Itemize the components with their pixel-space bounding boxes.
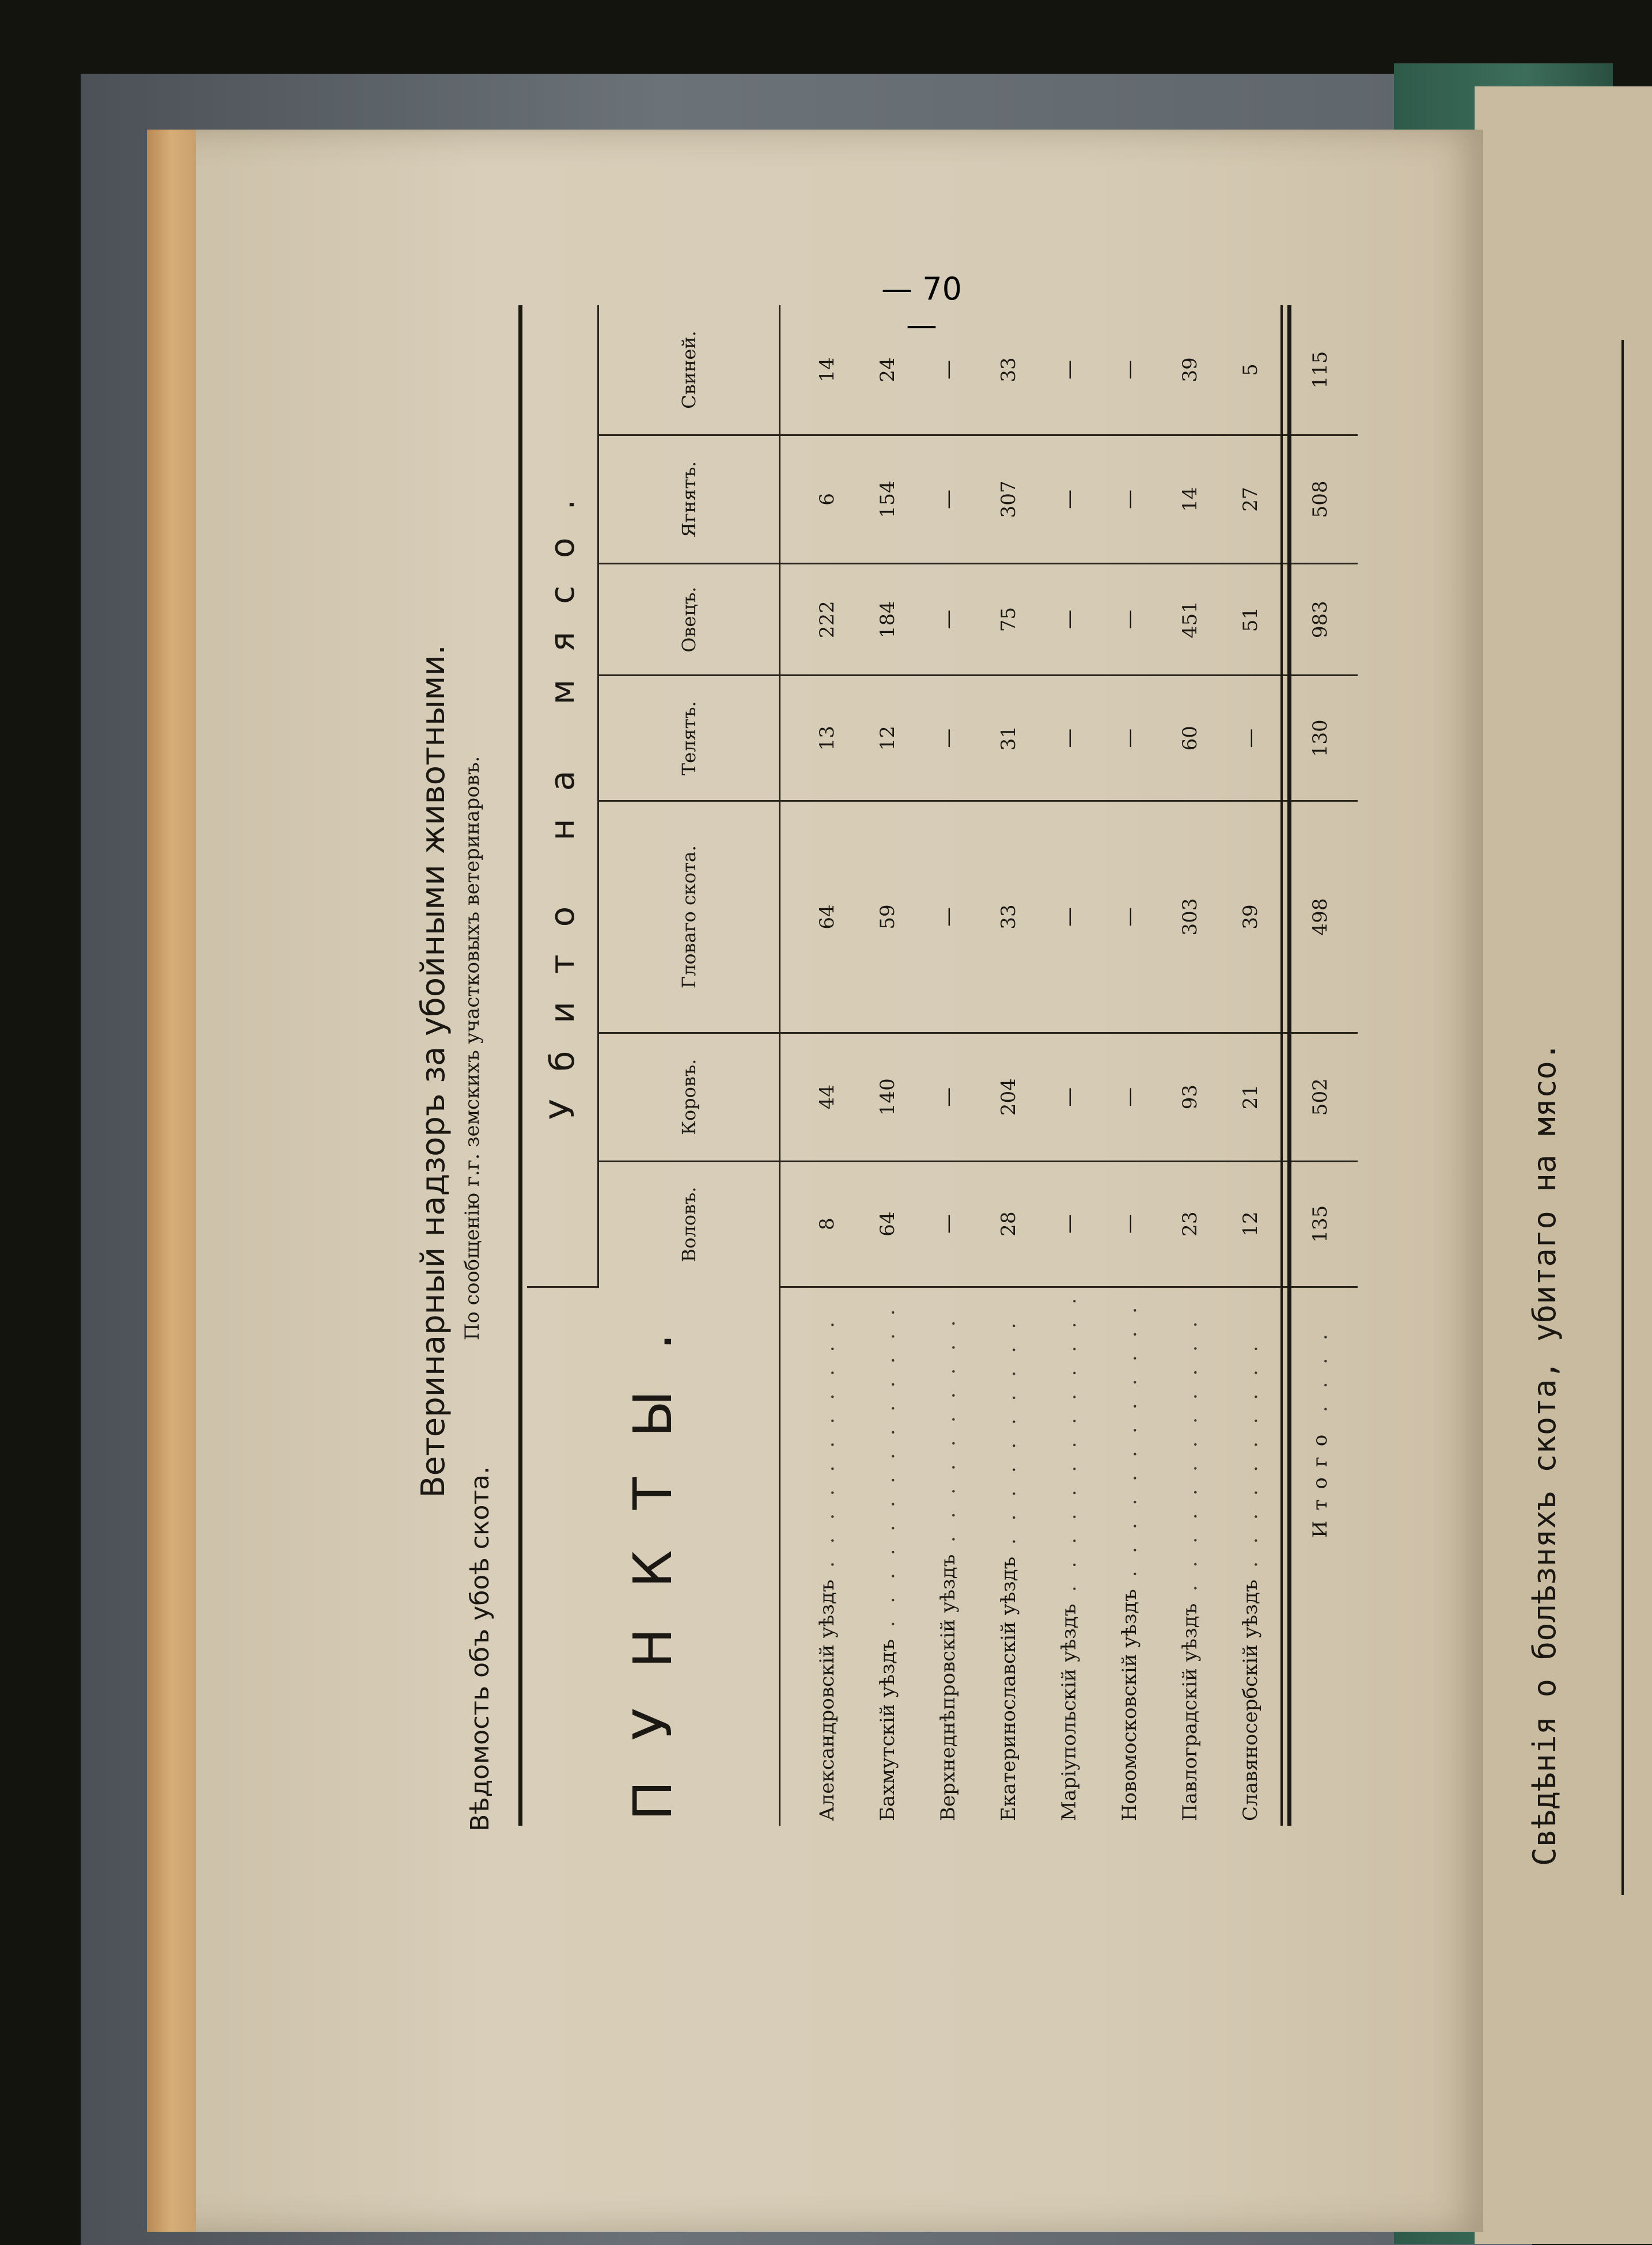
page-subtitle: По сообщенію г.г. земскихъ участковыхъ ветеринаровъ. [461,756,484,1341]
row-label: Екатеринославскій уѣздъ [996,1556,1020,1821]
table-cell: — [918,435,978,564]
table-cell: 8 [780,1161,858,1287]
table-cell: 27 [1220,435,1282,564]
table-cell: 51 [1220,563,1282,676]
table-cell: 33 [978,305,1039,435]
table-cell: 28 [978,1161,1039,1287]
table-row [978,305,1039,1826]
table-cell: 59 [857,801,918,1033]
dot-leader: . . . . . . . . . . [936,1314,960,1554]
table-cell: 14 [780,305,858,435]
table-cell: 64 [857,1161,918,1287]
table-cell: — [1039,563,1099,676]
table-cell: 140 [857,1033,918,1161]
row-label: Бахмутскій уѣздъ [876,1639,899,1821]
total-cell: 130 [1282,676,1358,801]
table-cell: 31 [978,676,1039,801]
table-cell: 60 [1160,676,1220,801]
document-heading: Вѣдомость объ убоѣ скота. [465,1466,495,1831]
table-cell: — [918,676,978,801]
table-cell: — [918,1161,978,1287]
bottom-rule [1287,305,1291,1826]
dot-leader: . . . . . . . . . . . . . [1057,1292,1081,1604]
table-cell: 14 [1160,435,1220,564]
page-number: — 70 — [881,271,962,343]
table-cell: — [1099,676,1160,801]
dot-leader: . . . . . . . . . . . [815,1315,839,1580]
places-header-label: ПУНКТЫ. [622,1292,684,1821]
total-cell: 502 [1282,1033,1358,1161]
row-label: Маріупольскій уѣздъ [1057,1603,1081,1821]
column-header-cows: Коровъ. [598,1033,780,1161]
table-cell: — [918,801,978,1033]
column-header-lambs: Ягнятъ. [598,435,780,564]
page-title: Ветеринарный надзоръ за убойными животными. [415,644,452,1498]
table-cell: — [1099,1161,1160,1287]
table-row [1099,305,1160,1826]
table-cell: — [1220,676,1282,801]
table-cell: — [1039,676,1099,801]
row-label: Славяносербскій уѣздъ [1238,1579,1262,1821]
total-cell: 508 [1282,435,1358,564]
table-cell: 12 [857,676,918,801]
table-cell: — [918,305,978,435]
facing-page [1475,86,1652,2244]
top-rule [518,305,522,1826]
total-label: Итого [1309,1424,1332,1538]
table-cell: — [918,563,978,676]
table-row [1220,305,1282,1826]
table-cell: — [1039,435,1099,564]
page-edge [147,130,196,2232]
column-header-oxen: Воловъ. [678,1186,700,1262]
table-row [1039,305,1099,1826]
table-cell: — [918,1033,978,1161]
total-cell: 983 [1282,563,1358,676]
row-label: Александровскій уѣздъ [815,1579,839,1821]
table-cell: 5 [1220,305,1282,435]
table-cell: — [1099,801,1160,1033]
table-cell: 154 [857,435,918,564]
table-cell: 204 [978,1033,1039,1161]
dot-leader: . . . . . . . . . . . . . . [876,1303,899,1640]
table-cell: 451 [1160,563,1220,676]
table-cell: — [1099,1033,1160,1161]
column-header-cattle: Гловаго скота. [598,801,780,1033]
table-cell: 39 [1220,801,1282,1033]
table-cell: 33 [978,801,1039,1033]
table-cell: 13 [780,676,858,801]
table-row [918,305,978,1826]
table-cell: — [1099,435,1160,564]
table-cell: 6 [780,435,858,564]
facing-page-heading: Свѣдѣнія о болѣзняхъ скота, убитаго на мясо. [1526,1042,1563,1866]
table-cell: 21 [1220,1033,1282,1161]
table-cell: 64 [780,801,858,1033]
table-row [780,305,858,1826]
total-cell: 498 [1282,801,1358,1033]
table-cell: 303 [1160,801,1220,1033]
column-header-sheep: Овецъ. [598,563,780,676]
places-header [527,1287,780,1826]
dot-leader: . . . . . . . . . . . . [1117,1301,1141,1590]
slaughtered-group-header: Убито на мясо. [527,305,598,1287]
table-cell: 307 [978,435,1039,564]
table-cell: 44 [780,1033,858,1161]
dot-leader: . . . . . . . . . . [1238,1340,1262,1580]
table-cell: — [1039,801,1099,1033]
table-cell: 222 [780,563,858,676]
total-cell: 115 [1282,305,1358,435]
table-cell: 75 [978,563,1039,676]
table-cell: 23 [1160,1161,1220,1287]
row-label: Павлоградскій уѣздъ [1178,1603,1202,1821]
table-cell: — [1039,1161,1099,1287]
table-cell: — [1099,305,1160,435]
row-label: Верхнеднѣпровскій уѣздъ [936,1554,960,1821]
facing-page-rule [1621,340,1624,1895]
table-cell: 24 [857,305,918,435]
total-row [1282,305,1358,1826]
table-cell: 39 [1160,305,1220,435]
table-row [1160,305,1220,1826]
table-cell: — [1039,305,1099,435]
column-header-pigs: Свиней. [598,305,780,435]
dot-leader: . . . . [1309,1328,1332,1424]
table-row [857,305,918,1826]
row-label: Новомосковскій уѣздъ [1117,1589,1141,1821]
column-header-calves: Телятъ. [598,676,780,801]
table-cell: 93 [1160,1033,1220,1161]
table-cell: — [1099,563,1160,676]
total-cell: 135 [1282,1161,1358,1287]
dot-leader: . . . . . . . . . . [996,1317,1020,1557]
table-cell: — [1039,1033,1099,1161]
page-content [403,230,1440,1831]
dot-leader: . . . . . . . . . . . . [1178,1315,1202,1603]
table-cell: 184 [857,563,918,676]
slaughter-table [527,305,1358,1826]
table-cell: 12 [1220,1161,1282,1287]
